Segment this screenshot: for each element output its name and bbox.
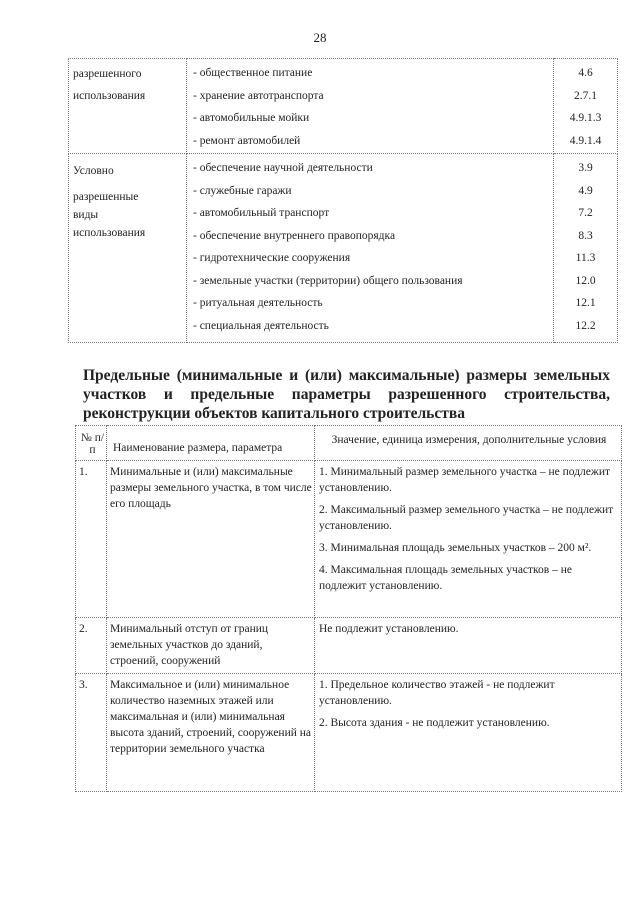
use-code: 4.6 — [578, 67, 593, 79]
use-code: 12.0 — [575, 274, 596, 287]
use-code: 12.2 — [575, 319, 596, 332]
value-line: 2. Высота здания - не подлежит установлению. — [319, 717, 550, 729]
use-list-cell — [187, 154, 554, 343]
category-caption-line: использования — [73, 227, 146, 239]
use-item: - обеспечение внутреннего правопорядка — [193, 229, 396, 242]
value-line: 1. Минимальный размер земельного участка – не подлежит установлению. — [319, 466, 611, 494]
parameter-value — [315, 618, 622, 674]
use-category-cell — [69, 59, 187, 154]
row-number: 3. — [76, 674, 107, 792]
value-line: 2. Максимальный размер земельного участка – не подлежит установлению. — [319, 504, 614, 532]
category-caption-line: Условно — [73, 165, 114, 177]
column-header-name: Наименование размера, параметра — [107, 426, 315, 461]
column-header-value: Значение, единица измерения, дополнительные условия — [315, 426, 622, 461]
category-caption-line: виды — [73, 209, 99, 221]
use-item: - ритуальная деятельность — [193, 297, 323, 309]
use-item: - земельные участки (территории) общего пользования — [193, 274, 463, 287]
table-header-row — [76, 426, 622, 461]
use-code: 8.3 — [578, 229, 593, 242]
use-code: 11.3 — [575, 252, 596, 264]
table-row — [76, 461, 622, 618]
column-header-number: № п/п — [76, 426, 107, 461]
use-code: 12.1 — [575, 297, 596, 309]
value-line: Не подлежит установлению. — [319, 623, 459, 635]
category-caption-line: разрешенного — [73, 68, 142, 80]
parameter-name: Минимальный отступ от границ земельных участков до зданий, строений, сооружений — [107, 618, 315, 674]
category-caption-line: использования — [73, 90, 146, 102]
use-code: 4.9 — [578, 184, 593, 197]
value-line: 1. Предельное количество этажей - не подлежит установлению. — [319, 679, 555, 707]
table-row — [76, 618, 622, 674]
page-number: 28 — [313, 30, 327, 45]
use-item: - обеспечение научной деятельности — [193, 162, 373, 174]
use-item: - общественное питание — [193, 67, 313, 79]
parameter-name: Максимальное и (или) минимальное количество наземных этажей или максимальная и (или) минимальная высота зданий, строений, сооружений на территории земельного участка — [107, 674, 315, 792]
use-code: 4.9.1.4 — [569, 134, 602, 147]
use-code: 4.9.1.3 — [569, 112, 602, 124]
table-row — [69, 154, 618, 343]
parameter-name: Минимальные и (или) максимальные размеры земельного участка, в том числе его площадь — [107, 461, 315, 618]
value-line: 4. Максимальная площадь земельных участков – не подлежит установлению. — [319, 564, 572, 592]
use-list-cell — [187, 59, 554, 154]
use-item: - служебные гаражи — [193, 184, 292, 197]
use-item: - специальная деятельность — [193, 319, 329, 332]
use-code-cell — [554, 59, 618, 154]
parameter-value — [315, 674, 622, 792]
section-heading: Предельные (минимальные и (или) максимальные) размеры земельных участков и предельные параметры разрешенного строительства, реконструкции объектов капитального строительства — [83, 367, 610, 422]
table-row — [69, 59, 618, 154]
use-category-cell — [69, 154, 187, 343]
use-code: 3.9 — [578, 162, 593, 174]
row-number: 2. — [76, 618, 107, 674]
use-code: 2.7.1 — [574, 89, 597, 102]
parameters-table — [75, 425, 622, 792]
use-item: - гидротехнические сооружения — [193, 252, 351, 264]
permitted-uses-table — [68, 58, 618, 343]
value-line: 3. Минимальная площадь земельных участков – 200 м². — [319, 542, 592, 554]
use-item: - ремонт автомобилей — [193, 134, 301, 147]
parameter-value — [315, 461, 622, 618]
use-code-cell — [554, 154, 618, 343]
use-item: - автомобильные мойки — [193, 112, 310, 124]
category-caption-line: разрешенные — [73, 191, 139, 203]
use-code: 7.2 — [578, 207, 593, 219]
use-item: - хранение автотранспорта — [193, 89, 324, 102]
use-item: - автомобильный транспорт — [193, 207, 330, 219]
row-number: 1. — [76, 461, 107, 618]
table-row — [76, 674, 622, 792]
